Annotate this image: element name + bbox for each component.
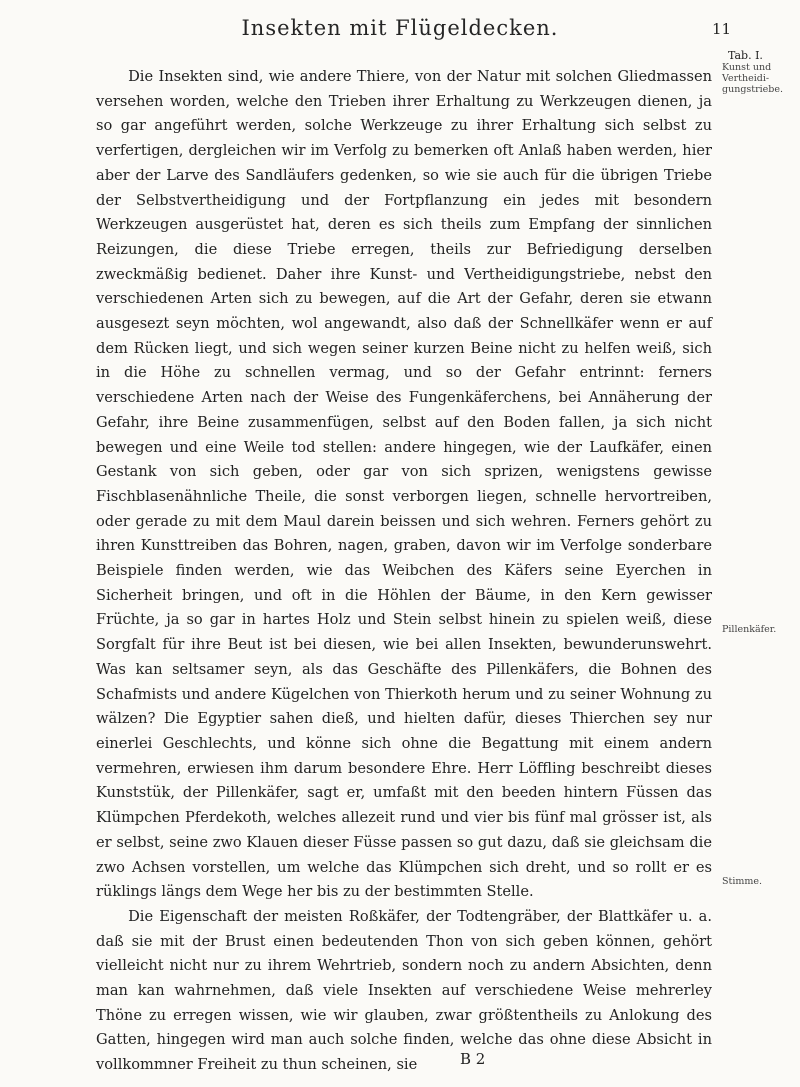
- paragraph-2: Die Eigenschaft der meisten Roßkäfer, der Todtengräber, der Blattkäfer u. a. daß sie mit der Brust einen bedeutenden Thon von sich geben können, gehört vielleicht nicht nur zu ihrem Wehrtrieb, sondern noch zu andern Absichten, denn man kan wahrnehmen, daß viele Insekten auf verschiedene Weise mehrerley Thöne zu erregen wissen, wie wir glauben, zwar größtentheils zu Anlokung des Gatten, hingegen wird man auch solche finden, welche das ohne diese Absicht in vollkommner Freiheit zu thun scheinen, sie: [96, 907, 712, 1074]
- margin-note-pillenkaefer: Pillenkäfer.: [722, 624, 777, 635]
- margin-note-kunst: Kunst und Vertheidi-gungstriebe.: [722, 62, 784, 95]
- running-title: Insekten mit Flügeldecken.: [241, 16, 559, 40]
- signature-mark: B 2: [460, 1050, 486, 1068]
- body-text: [96, 65, 712, 1078]
- paragraph-1: Die Insekten sind, wie andere Thiere, von der Natur mit solchen Gliedmassen versehen worden, welche den Trieben ihrer Erhaltung zu Werkzeugen dienen, ja so gar angeführt werden, solche Werkzeuge zu ihrer Erhaltung sich selbst zu verfertigen, dergleichen wir im Verfolg zu bemerken oft Anlaß haben werden, hier aber der Larve des Sandläufers gedenken, so wie sie auch für die übrigen Triebe der Selbstvertheidigung und der Fortpflanzung ein jedes mit besondern Werkzeugen ausgerüstet hat, deren es sich theils zum Empfang der sinnlichen Reizungen, die diese Triebe erregen, theils zur Befriedigung derselben zweckmäßig bedienet. Daher ihre Kunst- und Vertheidigungstriebe, nebst den verschiedenen Arten sich zu bewegen, auf die Art der Gefahr, deren sie etwann ausgesezt seyn möchten, wol angewandt, also daß der Schnellkäfer wenn er auf dem Rücken liegt, und sich wegen seiner kurzen Beine nicht zu helfen weiß, sich in die Höhe zu schnellen vermag, und so der Gefahr entrinnt: ferners verschiedene Arten nach der Weise des Fungenkäferchens, bei Annäherung der Gefahr, ihre Beine zusammenfügen, selbst auf den Boden fallen, ja sich nicht bewegen und eine Weile tod stellen: andere hingegen, wie der Laufkäfer, einen Gestank von sich geben, oder gar von sich sprizen, wenigstens gewisse Fischblasenähnliche Theile, die sonst verborgen liegen, schnelle hervortreiben, oder gerade zu mit dem Maul darein beissen und sich wehren. Ferners gehört zu ihren Kunsttreiben das Bohren, nagen, graben, davon wir im Verfolge sonderbare Beispiele finden werden, wie das Weibchen des Käfers seine Eyerchen in Sicherheit bringen, und oft in die Höhlen der Bäume, in den Kern gewisser Früchte, ja so gar in hartes Holz und Stein selbst hinein zu spielen weiß, diese Sorgfalt für ihre Beut ist bei diesen, wie bei allen Insekten, bewunderunswehrt. Was kan seltsamer seyn, als das Geschäfte des Pillenkäfers, die Bohnen des Schafmists und andere Kügelchen von Thierkoth herum und zu seiner Wohnung zu wälzen? Die Egyptier sahen dieß, und hielten dafür, dieses Thierchen sey nur einerlei Geschlechts, und könne sich ohne die Begattung mit einem andern vermehren, erwiesen ihm darum besondere Ehre. Herr Löffling beschreibt dieses Kunststük, der Pillenkäfer, sagt er, umfaßt mit den beeden hintern Füssen das Klümpchen Pferdekoth, welches allezeit rund und vier bis fünf mal grösser ist, als er selbst, seine zwo Klauen dieser Füsse passen so gut dazu, daß sie gleichsam die zwo Achsen vorstellen, um welche das Klümpchen sich dreht, und so rollt er es rüklings längs dem Wege her bis zu der bestimmten Stelle.: [96, 68, 712, 901]
- margin-note-stimme: Stimme.: [722, 876, 763, 887]
- plate-reference: Tab. I.: [728, 49, 763, 62]
- page-number: 11: [712, 20, 732, 38]
